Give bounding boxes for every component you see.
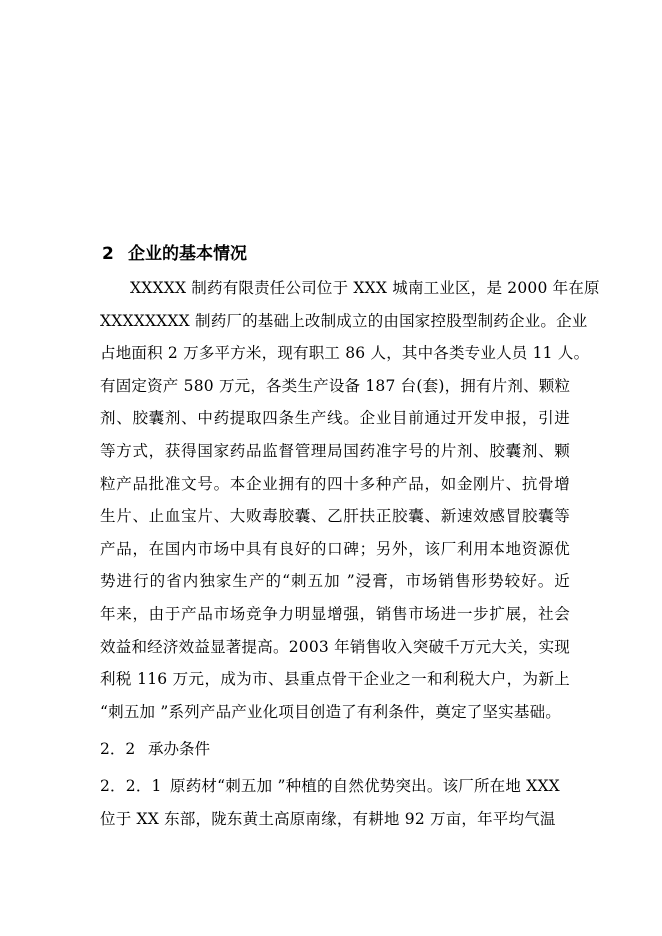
paragraph-line: 粒产品批准文号。本企业拥有的四十多种产品，如金刚片、抗骨增 — [100, 474, 570, 493]
subsection-number: 2．2 — [100, 740, 136, 758]
paragraph-line: 位于 XX 东部，陇东黄土高原南缘，有耕地 92 万亩，年平均气温 — [100, 809, 556, 828]
section-number: 2 — [102, 244, 114, 264]
section-title: 企业的基本情况 — [128, 244, 247, 264]
paragraph-line: 势进行的省内独家生产的“刺五加 ”浸膏，市场销售形势较好。近 — [100, 572, 570, 591]
subsection-heading — [100, 738, 210, 760]
paragraph-line — [100, 770, 570, 803]
paragraph-line: 剂、胶囊剂、中药提取四条生产线。企业目前通过开发申报，引进 — [100, 409, 570, 428]
subsubsection-line-text: 原药材“刺五加 ”种植的自然优势突出。该厂所在地 XXX — [170, 777, 560, 795]
paragraph-line: 产品，在国内市场中具有良好的口碑；另外，该厂利用本地资源优 — [100, 539, 570, 558]
paragraph-line: 年来，由于产品市场竞争力明显增强，销售市场进一步扩展，社会 — [100, 604, 570, 623]
paragraph-line: 生片、止血宝片、大败毒胶囊、乙肝扶正胶囊、新速效感冒胶囊等 — [100, 507, 570, 526]
paragraph-line: 占地面积 2 万多平方米，现有职工 86 人，其中各类专业人员 11 人。 — [100, 344, 590, 363]
paragraph-line: 有固定资产 580 万元，各类生产设备 187 台(套)，拥有片剂、颗粒 — [100, 376, 571, 395]
subsection-title: 承办条件 — [148, 740, 211, 758]
paragraph-line: “刺五加 ”系列产品产业化项目创造了有利条件，奠定了坚实基础。 — [100, 702, 561, 721]
paragraph-line: 效益和经济效益显著提高。2003 年销售收入突破千万元大关，实现 — [100, 637, 570, 656]
paragraph-line: XXXXXXXX 制药厂的基础上改制成立的由国家控股型制药企业。企业 — [100, 311, 588, 330]
subsubsection-paragraph — [100, 770, 570, 835]
paragraph-line: XXXXX 制药有限责任公司位于 XXX 城南工业区，是 2000 年在原 — [130, 279, 600, 297]
paragraph-line: 等方式，获得国家药品监督管理局国药准字号的片剂、胶囊剂、颗 — [100, 441, 570, 460]
intro-paragraph — [100, 272, 600, 728]
paragraph-line: 利税 116 万元，成为市、县重点骨干企业之一和利税大户，为新上 — [100, 670, 570, 689]
section-heading — [102, 243, 247, 265]
subsubsection-number: 2．2．1 — [100, 777, 162, 795]
